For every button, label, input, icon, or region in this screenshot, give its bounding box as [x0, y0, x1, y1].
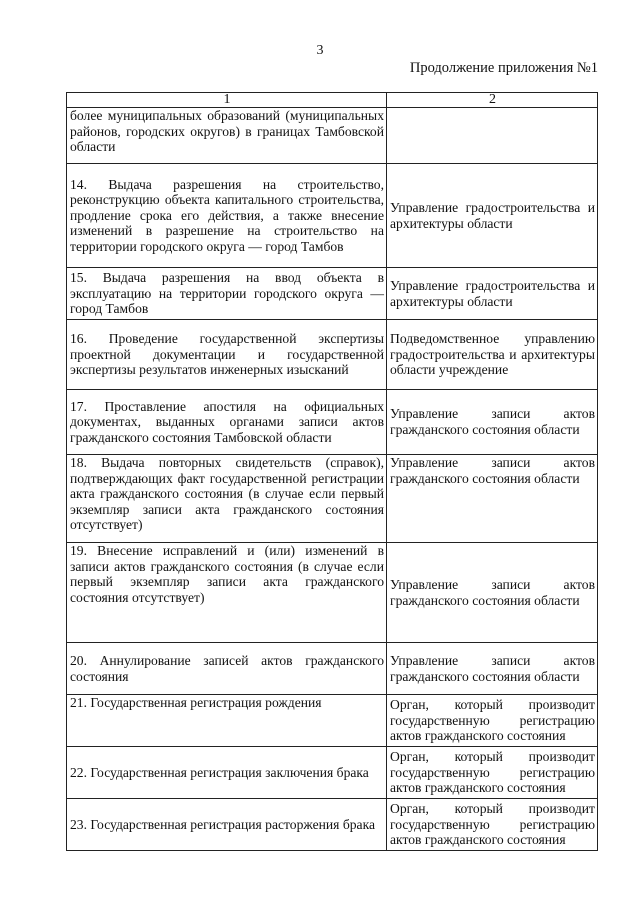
authority-cell: Управление записи актов гражданского состояния области [387, 543, 598, 643]
table-row [67, 268, 598, 320]
service-cell: 17. Проставление апостиля на официальных документах, выданных органами записи актов гражданского состояния Тамбовской области [67, 390, 387, 455]
table-row [67, 108, 598, 164]
authority-cell: Управление записи актов гражданского состояния области [387, 455, 598, 543]
table-header-row [67, 93, 598, 108]
service-cell: 14. Выдача разрешения на строительство, реконструкцию объекта капитального строительства, продление срока его действия, а также внесение изменений в разрешение на строительство на территории городского округа — город Тамбов [67, 164, 387, 268]
authority-cell: Орган, который производит государственную регистрацию актов гражданского состояния [387, 695, 598, 747]
service-cell: более муниципальных образований (муниципальных районов, городских округов) в границах Тамбовской области [67, 108, 387, 164]
table-row [67, 320, 598, 390]
authority-cell [387, 108, 598, 164]
page-number: 3 [316, 43, 324, 58]
authority-cell: Подведомственное управлению градостроительства и архитектуры области учреждение [387, 320, 598, 390]
table-row [67, 164, 598, 268]
table-row [67, 390, 598, 455]
services-table [66, 92, 598, 851]
authority-cell: Управление градостроительства и архитектуры области [387, 164, 598, 268]
authority-cell: Управление градостроительства и архитектуры области [387, 268, 598, 320]
authority-cell: Управление записи актов гражданского состояния области [387, 643, 598, 695]
authority-cell: Орган, который производит государственную регистрацию актов гражданского состояния [387, 747, 598, 799]
authority-cell: Орган, который производит государственную регистрацию актов гражданского состояния [387, 799, 598, 851]
service-cell: 21. Государственная регистрация рождения [67, 695, 387, 747]
service-cell: 16. Проведение государственной экспертизы проектной документации и государственной экспертизы результатов инженерных изысканий [67, 320, 387, 390]
table-row [67, 455, 598, 543]
continuation-title: Продолжение приложения №1 [409, 60, 598, 76]
service-cell: 23. Государственная регистрация расторжения брака [67, 799, 387, 851]
table-row [67, 695, 598, 747]
table-row [67, 643, 598, 695]
service-cell: 18. Выдача повторных свидетельств (справок), подтверждающих факт государственной регистрации акта гражданского состояния (в случае если первый экземпляр записи акта гражданского состояния отсутствует) [67, 455, 387, 543]
service-cell: 20. Аннулирование записей актов гражданского состояния [67, 643, 387, 695]
authority-cell: Управление записи актов гражданского состояния области [387, 390, 598, 455]
column-header-1: 1 [67, 93, 387, 108]
table-row [67, 747, 598, 799]
table-row [67, 543, 598, 643]
table-row [67, 799, 598, 851]
service-cell: 15. Выдача разрешения на ввод объекта в эксплуатацию на территории городского округа — город Тамбов [67, 268, 387, 320]
column-header-2: 2 [387, 93, 598, 108]
service-cell: 19. Внесение исправлений и (или) изменений в записи актов гражданского состояния (в случае если первый экземпляр записи акта гражданского состояния отсутствует) [67, 543, 387, 643]
service-cell: 22. Государственная регистрация заключения брака [67, 747, 387, 799]
